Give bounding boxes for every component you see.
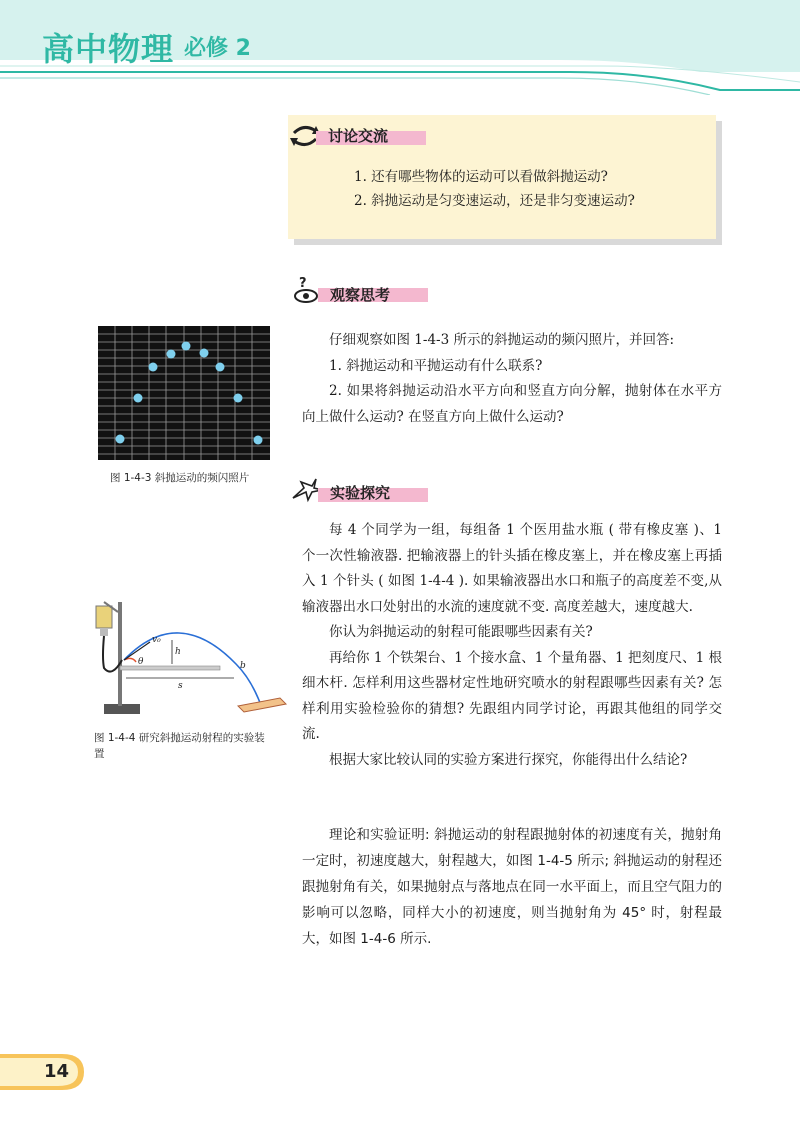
label-theta: θ xyxy=(138,657,144,667)
experiment-heading xyxy=(290,476,490,504)
conclusion-text xyxy=(302,822,722,952)
discussion-question-1: 1. 还有哪些物体的运动可以看做斜抛运动? xyxy=(354,169,608,185)
apparatus-figure xyxy=(92,598,292,724)
experiment-paragraph-4: 根据大家比较认同的实验方案进行探究，你能得出什么结论? xyxy=(329,751,688,768)
page-header xyxy=(0,0,800,95)
label-v0: v₀ xyxy=(152,635,161,645)
label-b: b xyxy=(240,661,246,671)
conclusion-paragraph: 理论和实验证明: 斜抛运动的射程跟抛射体的初速度有关，抛射角一定时，初速度越大，射程越大，如图 1-4-5 所示; 斜抛运动的射程还跟抛射角有关，如果抛射点与落地点在同一水平面上，而且空气阻力的影响可以忽略，同样大小的初速度，则当抛射角为 45° 时，射程最大，如图 1-4-6 所示. xyxy=(302,827,722,947)
experiment-paragraph-2: 你认为斜抛运动的射程可能跟哪些因素有关? xyxy=(329,624,593,640)
observe-heading xyxy=(290,276,490,304)
strobe-photo-figure xyxy=(98,326,270,460)
discussion-box xyxy=(288,115,716,239)
page-number-tab-shape xyxy=(0,1050,86,1094)
page-number-tab xyxy=(0,1050,86,1094)
observe-paragraph-3: 2. 如果将斜抛运动沿水平方向和竖直方向分解，抛射体在水平方向上做什么运动? 在竖直方向上做什么运动? xyxy=(302,383,722,425)
book-title: 高中物理 xyxy=(42,30,175,68)
figure-1-4-3-caption: 图 1-4-3 斜抛运动的频闪照片 xyxy=(110,472,250,484)
observe-heading-label: 观察思考 xyxy=(330,286,391,304)
experiment-paragraph-3: 再给你 1 个铁架台、1 个接水盒、1 个量角器、1 把刻度尺、1 根细木杆. 怎样利用这些器材定性地研究喷水的射程跟哪些因素有关? 怎样利用实验检验你的猜想? 先跟组内同学讨论，再跟其他组的同学交流. xyxy=(302,649,722,742)
experiment-heading-label: 实验探究 xyxy=(330,484,391,502)
experiment-paragraph-1: 每 4 个同学为一组，每组备 1 个医用盐水瓶 ( 带有橡皮塞 )、1 个一次性输液器. 把输液器上的针头插在橡皮塞上，并在橡皮塞上再插入 1 个针头 ( 如图 1-4-4 ). 如果输液器出水口和瓶子的高度差不变,从输液器出水口处射出的水流的速度就不变. 高度差越大，速度越大. xyxy=(302,522,722,615)
label-s: s xyxy=(178,681,183,691)
observe-paragraph-1: 仔细观察如图 1-4-3 所示的斜抛运动的频闪照片，并回答: xyxy=(329,332,675,348)
page-number: 14 xyxy=(44,1061,70,1082)
figure-1-4-4-caption: 图 1-4-4 研究斜抛运动射程的实验装置 xyxy=(94,732,265,760)
observe-paragraph-2: 1. 斜抛运动和平抛运动有什么联系? xyxy=(329,357,543,374)
book-subtitle: 必修 2 xyxy=(184,36,251,61)
discussion-heading-label: 讨论交流 xyxy=(328,127,389,145)
experiment-text xyxy=(302,518,722,773)
observe-text xyxy=(302,328,722,430)
discussion-heading xyxy=(288,123,488,151)
discussion-question-2: 2. 斜抛运动是匀变速运动，还是非匀变速运动? xyxy=(354,193,635,209)
label-h: h xyxy=(175,647,181,657)
svg-text:?: ? xyxy=(299,276,307,291)
